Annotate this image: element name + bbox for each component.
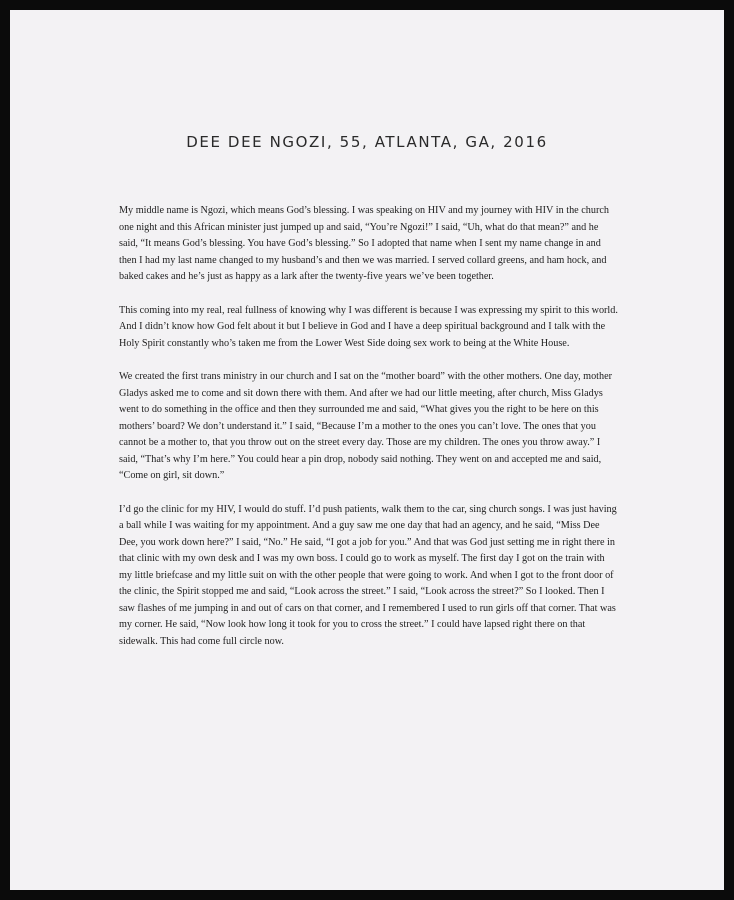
paragraph-4: I’d go the clinic for my HIV, I would do stuff. I’d push patients, walk them to the car, sing church songs. I was just having a ball while I was waiting for my appointment. And a guy saw me one day that had an agency, and he said, “Miss Dee Dee, you work down here?” I said, “No.” He said, “I got a job for you.” And that was God just setting me in right there in that clinic with my own desk and I was my own boss. I could go to work as myself. The first day I got on the train with my little briefcase and my little suit on with the other people that were going to work. And when I got to the front door of the clinic, the Spirit stopped me and said, “Look across the street.” I said, “Look across the street?” So I looked. Then I saw flashes of me jumping in and out of cars on that corner, and I remembered I used to run girls off that corner. That was my corner. He said, “Now look how long it took for you to cross the street.” I could have lapsed right there on that sidewalk. This had come full circle now. bbox=[119, 503, 617, 647]
document-page bbox=[10, 10, 724, 890]
paragraph-2: This coming into my real, real fullness of knowing why I was different is because I was expressing my spirit to this world. And I didn’t know how God felt about it but I believe in God and I have a deep spiritual background and I talk with the Holy Spirit constantly who’s taken me from the Lower West Side doing sex work to being at the White House. bbox=[119, 304, 618, 349]
document-body bbox=[119, 203, 619, 667]
paragraph-3: We created the first trans ministry in our church and I sat on the “mother board” with the other mothers. One day, mother Gladys asked me to come and sit down there with them. And after we had our little meeting, after church, Miss Gladys went to do something in the office and then they surrounded me and said, “What gives you the right to be here on this mothers’ board? We don’t understand it.” I said, “Because I’m a mother to the ones you can’t love. The ones that you cannot be a mother to, that you throw out on the street every day. Those are my children. The ones you throw away.” I said, “That’s why I’m here.” You could hear a pin drop, nobody said nothing. They went on and accepted me and said, “Come on girl, sit down.” bbox=[119, 371, 613, 481]
paragraph-1: My middle name is Ngozi, which means God’s blessing. I was speaking on HIV and my journey with HIV in the church one night and this African minister just jumped up and said, “You’re Ngozi!” I said, “Uh, what do that mean?” and he said, “It means God’s blessing. You have God’s blessing.” So I adopted that name when I sent my name change in and then I had my last name changed to my husband’s and then we was married. I served collard greens, and ham hock, and baked cakes and he’s just as happy as a lark after the twenty-five years we’ve been together. bbox=[119, 205, 609, 282]
document-title: DEE DEE NGOZI, 55, ATLANTA, GA, 2016 bbox=[186, 133, 548, 151]
